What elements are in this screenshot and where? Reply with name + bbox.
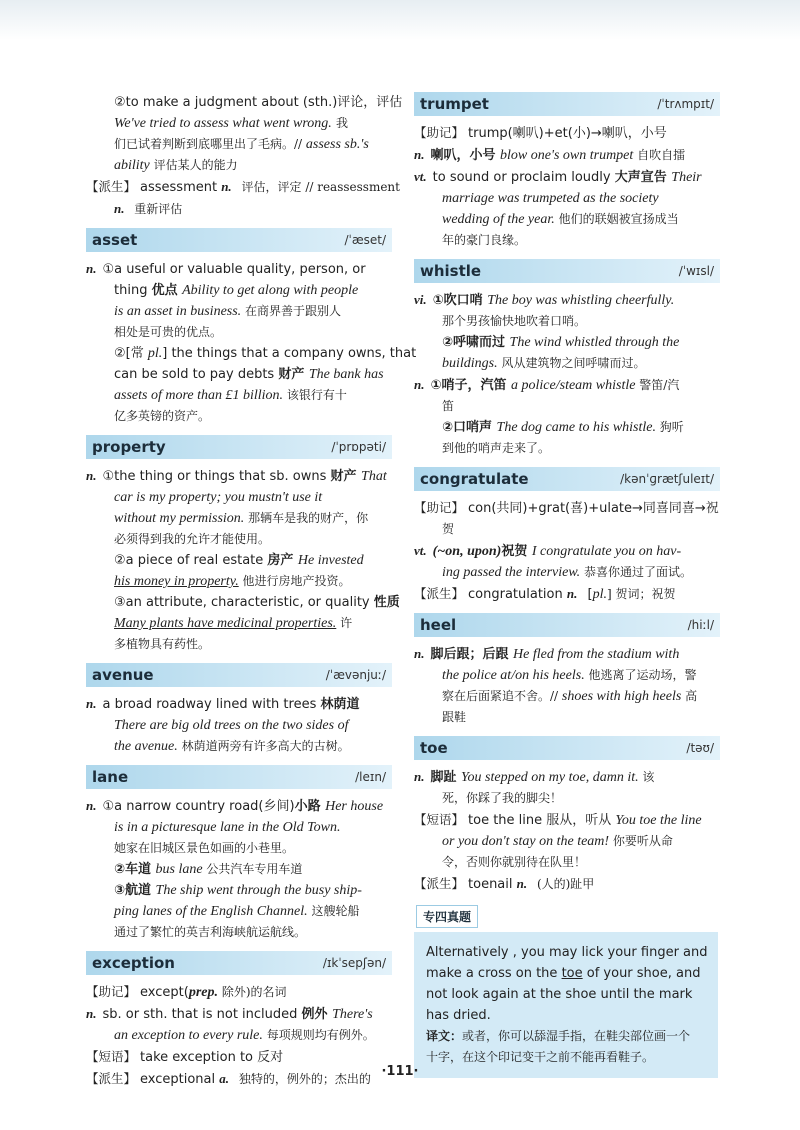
headword-bar — [414, 467, 720, 491]
page-number: ·111· — [381, 1064, 419, 1079]
entry-asset: asset /ˈæset/ n. ①a useful or valuable quality, person, or thing 优点 Ability to get along with people is an asset in business. 在商界善于跟别人 相处是可贵的优点。 ②[常 pl.] the things that a company owns, that can be sold to pay debts 财产 The bank has assets of more than £1 billion. 该银行有十 亿多英镑的资产。 — [86, 228, 392, 427]
phonetic: /hiːl/ — [687, 618, 714, 632]
phonetic: /kənˈɡrætʃuleɪt/ — [620, 472, 714, 486]
phonetic: /ˈprɒpəti/ — [331, 440, 386, 454]
headword-bar — [86, 765, 392, 789]
exam-section — [414, 905, 720, 1078]
entry-property: property /ˈprɒpəti/ n. ①the thing or things that sb. owns 财产 That car is my property; you mustn't use it without my permission. 那辆车是我的财产，你 必须得到我的允许才能使用。 ②a piece of real estate 房产 He invested his money in property. 他进行房地产投资。 ③an attribute, characteristic, or quality 性质 Many plants have medicinal properties. 许 多植物具有药性。 — [86, 435, 392, 655]
headword-bar — [414, 259, 720, 283]
phonetic: /ˈævənjuː/ — [325, 668, 386, 682]
phonetic: /ˈtrʌmpɪt/ — [657, 97, 714, 111]
headword: whistle — [420, 262, 482, 280]
phonetic: /leɪn/ — [355, 770, 386, 784]
headword: lane — [92, 768, 129, 786]
entry-avenue: avenue /ˈævənjuː/ n. a broad roadway lined with trees 林荫道 There are big old trees on the two sides of the avenue. 林荫道两旁有许多高大的古树。 — [86, 663, 392, 757]
sense-line: ②to make a judgment about (sth.)评论，评估 — [114, 95, 403, 110]
entry-heel: heel /hiːl/ n. 脚后跟；后跟 He fled from the stadium with the police at/on his heels. 他逃离了运动场，警 察在后面紧追不舍。// shoes with high heels 高 跟鞋 — [414, 613, 720, 728]
headword: toe — [420, 739, 448, 757]
phonetic: /təʊ/ — [686, 741, 714, 755]
entry-trumpet: trumpet /ˈtrʌmpɪt/ 【助记】 trump(喇叭)+et(小)→喇叭，小号 n. 喇叭，小号 blow one's own trumpet 自吹自擂 vt. to sound or proclaim loudly 大声宣告 Their marriage was trumpeted as the society wedding of the year. 他们的联姻被宣扬成当 年的豪门良缘。 — [414, 92, 720, 251]
headword: congratulate — [420, 470, 529, 488]
headword: trumpet — [420, 95, 489, 113]
headword-bar — [414, 92, 720, 116]
headword-bar — [86, 228, 392, 252]
derivation-line: 【派生】 assessment n. 评估，评定 // reassessment — [86, 179, 400, 195]
headword: property — [92, 438, 166, 456]
headword: asset — [92, 231, 138, 249]
entry-congratulate: congratulate /kənˈɡrætʃuleɪt/ 【助记】 con(共同)+grat(喜)+ulate→同喜同喜→祝 贺 vt. (~on, upon)祝贺 I congratulate you on hav- ing passed the interview. 恭喜你通过了面试。 【派生】 congratulation n. [pl.] 贺词；祝贺 — [414, 467, 720, 605]
phonetic: /ɪkˈsepʃən/ — [322, 956, 386, 970]
phonetic: /ˈwɪsl/ — [678, 264, 714, 278]
entry-lane: lane /leɪn/ n. ①a narrow country road(乡间)小路 Her house is in a picturesque lane in the Old Town. 她家在旧城区景色如画的小巷里。 ②车道 bus lane 公共汽车专用车道 ③航道 The ship went through the busy ship- ping lanes of the English Channel. 这艘轮船 通过了繁忙的英吉利海峡航运航线。 — [86, 765, 392, 943]
exam-box: Alternatively , you may lick your finger and make a cross on the toe of your shoe, and not look again at the shoe until the mark has dried. 译文：或者，你可以舔湿手指，在鞋尖部位画一个 十字，在这个印记变干之前不能再看鞋子。 — [414, 932, 718, 1078]
exam-tag: 专四真题 — [416, 905, 478, 928]
entry-assess-continued: ②to make a judgment about (sth.)评论，评估 We've tried to assess what went wrong. 我 们已试着判断到底哪里出了毛病。// assess sb.'s ability 评估某人的能力 【派生】 assessment n. 评估，评定 // reassessment n. 重新评估 — [86, 92, 392, 220]
headword-bar — [414, 736, 720, 760]
headword: exception — [92, 954, 175, 972]
headword-bar — [86, 951, 392, 975]
headword-bar — [414, 613, 720, 637]
headword: avenue — [92, 666, 154, 684]
entry-whistle: whistle /ˈwɪsl/ vi. ①吹口哨 The boy was whistling cheerfully. 那个男孩愉快地吹着口哨。 ②呼啸而过 The wind whistled through the buildings. 风从建筑物之间呼啸而过。 n. ①哨子，汽笛 a police/steam whistle 警笛/汽 笛 ②口哨声 The dog came to his whistle. 狗听 到他的哨声走来了。 — [414, 259, 720, 459]
phonetic: /ˈæset/ — [344, 233, 386, 247]
headword-bar — [86, 435, 392, 459]
entry-toe: toe /təʊ/ n. 脚趾 You stepped on my toe, damn it. 该 死，你踩了我的脚尖！ 【短语】 toe the line 服从，听从 You toe the line or you don't stay on the team! 你要听从命 令，否则你就别待在队里！ 【派生】 toenail n. (人的)趾甲 — [414, 736, 720, 895]
headword-bar — [86, 663, 392, 687]
entry-exception: exception /ɪkˈsepʃən/ 【助记】 except(prep. 除外)的名词 n. sb. or sth. that is not included 例外 There's an exception to every rule. 每项规则均有例外。 【短语】 take exception to 反对 【派生】 exceptional a. 独特的，例外的；杰出的 — [86, 951, 392, 1090]
top-band — [0, 0, 800, 40]
headword: heel — [420, 616, 457, 634]
right-column — [414, 92, 720, 1078]
